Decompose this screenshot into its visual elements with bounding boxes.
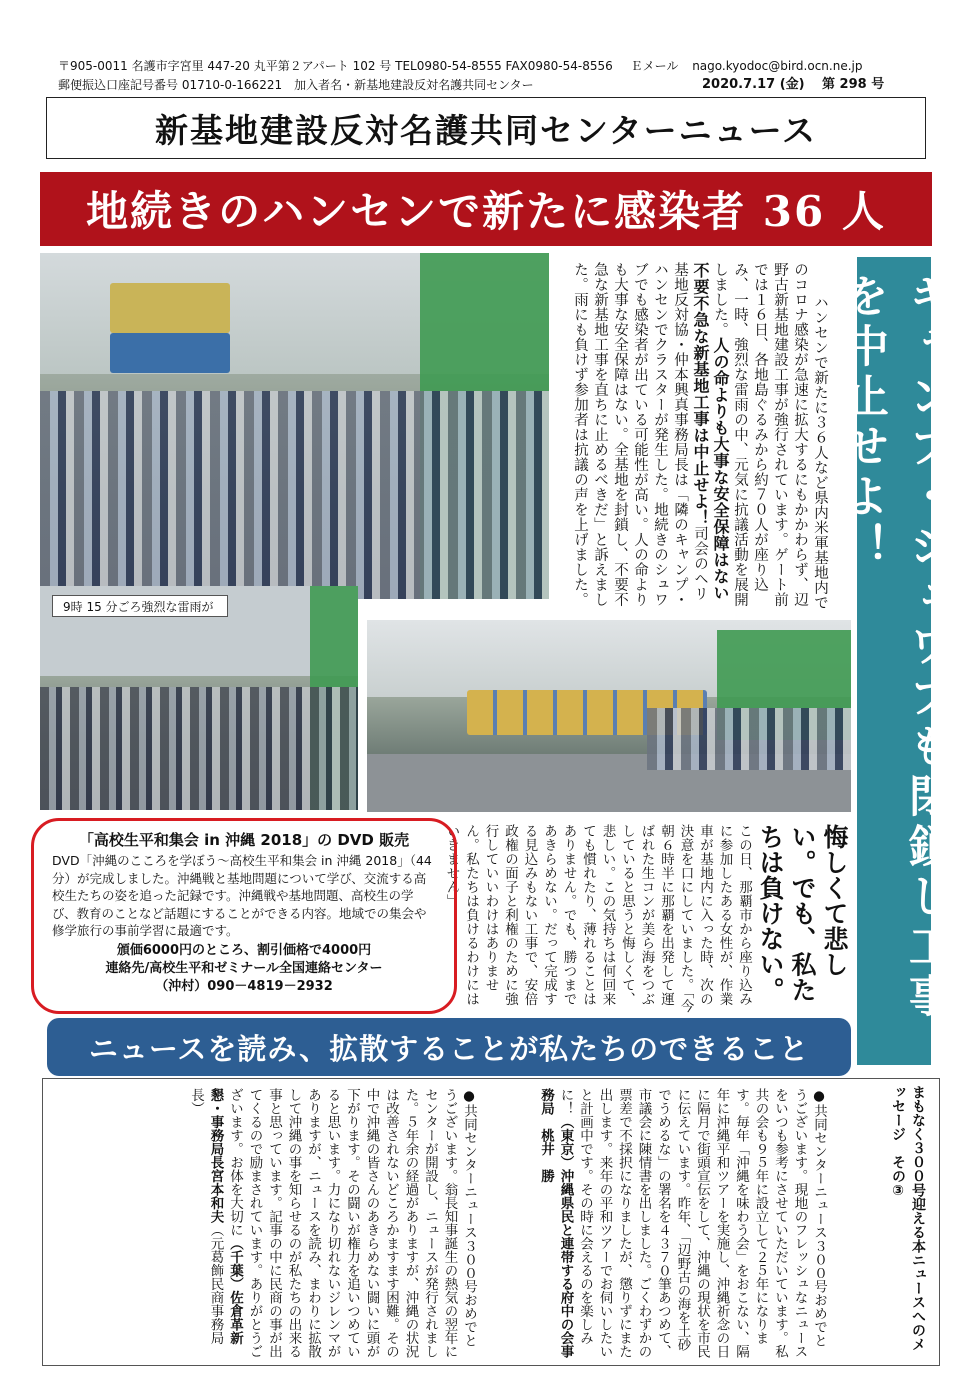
protest-photo-1 — [40, 253, 549, 599]
protest-photo-3 — [367, 620, 851, 812]
message-2-body: ●共同センターニュース３００号おめでとうございます。翁長知事誕生の熱気の翌年にセンターが開設し、ニュースが発行されました。５年余の経過がありますが、沖縄の状況は改善されないどころかますます困難。その中で沖縄の皆さんのあきらめない闘いに頭が下がります。その闘いが権力を追いつめていると思います。力になり切れないジレンマがありますが、ニュースを読み、まわりに拡散して沖縄の事を知らせるのが私たちの出来る事と思っています。記事の中に民商の事が出てくるので励まされています。ありがとうございます。お体を大切に — [227, 1088, 477, 1358]
masthead — [46, 97, 926, 159]
message-2 — [52, 1088, 478, 1360]
article2 — [443, 824, 850, 1014]
article2-body: この日、那覇市から座り込みに参加したある女性が、作業車が基地内に入った時、次の決意を口にしていました。「今朝６時半に那覇を出発して運ばれた生コンが美ら海をつぶしていると思うと悔しくて、悲しい。この気持ちは何回来ても慣れたり、薄れることはありません。でも、勝つまであきらめない。だって完成する見込みもない工事で、安倍政権の面子と利権のために強行していいわけはありません。私たちは負けるわけにはいきません」 — [443, 824, 752, 1014]
protest-photo-2 — [40, 586, 358, 810]
dvd-price: 頒価6000円のところ、割引価格で4000円 — [116, 942, 372, 958]
headline-banner — [40, 172, 932, 246]
dvd-notice — [31, 818, 457, 1014]
issue-date: 2020.7.17 (金) — [702, 77, 805, 92]
slogan-text: ニュースを読み、拡散することが私たちのできること — [88, 1031, 810, 1066]
article1-col2: 司会のヘリ基地反対協・仲本興真事務局長は「隣のキャンプ・ハンセンでクラスターが発生した。地続きのシュワブでも感染者が出ている可能性が高い。人の命よりも大事な安全保障はない。全基地を封鎖し、不要不急な新基地工事を直ちに止めるべきだ」と訴えました。雨にも負けず参加者は抗議の声を上げました。 — [572, 262, 708, 607]
dvd-title: 「高校生平和集会 in 沖縄 2018」の DVD 販売 — [78, 831, 410, 849]
message-2-note: （元葛飾民商事務局長） — [188, 1088, 224, 1345]
message-1-org: （東京）沖縄県民と連帯する府中の会 — [557, 1115, 574, 1345]
address-text: 〒905-0011 名護市字宮里 447-20 丸平第２アパート 102 号 TEL0980-54-8555 FAX0980-54-8556 — [58, 59, 613, 73]
message-2-org: （千葉）佐倉革新懇・事務局長 — [207, 1088, 243, 1345]
article2-subhead: 悔しくて悲しい。でも、私たちは負けない。 — [756, 824, 849, 1003]
slogan-banner — [47, 1018, 851, 1076]
messages-intro: まもなく３００号迎える本ニュースへのメッセージ その③ — [890, 1085, 926, 1351]
address-line — [58, 58, 862, 74]
side-title: キャンプ・シュワブも閉鎖し工事を中止せよ！ — [837, 273, 952, 1023]
headline-text: 地続きのハンセンで新たに感染者 36 人 — [43, 173, 929, 245]
message-1-body: ●共同センターニュース３００号おめでとうございます。現地のフレッシュなニュースをいつも参考にさせていただいています。私共の会も９５年に設立して２５年になります。毎年「沖縄を味わう会」をおこない、隔年に沖縄平和ツアーを実施し、沖縄祈念の日に隔月で街頭宣伝をして、沖縄の現状を市民に伝えています。昨年、「辺野古の海を土砂でうめるな」の署名を４３７０筆あつめて、市議会に陳情書を出しました。ごくわずかの票差で不採択になりましたが、懲りずにまた出します。来年の平和ツアーでお伺いしたいと計画中です。その時に会えるのを楽しみに！ — [557, 1088, 827, 1358]
dvd-contact-org: 連絡先/高校生平和ゼミナール全国連絡センター — [105, 960, 383, 976]
email-label: Ｅメール — [630, 59, 679, 73]
message-1-name: 事務局 桃井 勝 — [538, 1088, 574, 1358]
message-2-name: 宮本和夫 — [207, 1169, 224, 1223]
article1-col1: ハンセンで新たに３６人など県内米軍基地内でのコロナ感染が急速に拡大するにもかかわらず、辺野古新基地建設工事が強行されています。ゲート前では１６日、各地島ぐるみから約７０人が座り込み、一時、強烈な雷雨の中、元気に抗議活動を展開しました。 — [712, 262, 828, 610]
side-title-box — [837, 257, 952, 1065]
photo-caption: 9時 15 分ごろ強烈な雷雨が — [52, 595, 228, 617]
article1 — [560, 262, 850, 618]
postal-line: 郵便振込口座記号番号 01710-0-166221 加入者名・新基地建設反対名護共同センター — [58, 78, 534, 92]
newsletter-title: 新基地建設反対名護共同センターニュース — [154, 110, 818, 150]
message-1 — [488, 1088, 828, 1360]
email-link[interactable]: nago.kyodoc@bird.ocn.ne.jp — [692, 59, 863, 73]
dvd-body: DVD「沖縄のこころを学ぼう～高校生平和集会 in 沖縄 2018」（44 分）が完成しました。沖縄戦と基地問題について学び、交流する高校生たちの姿を追った記録です。沖縄戦や基地問題、高校生の学び、教育のことなど話題にすることができる内容。地域での集会や修学旅行の事前学習に最適です。 — [52, 853, 432, 938]
issue-number: 第 298 号 — [822, 77, 885, 92]
dvd-contact-phone: （沖村）090－4819－2932 — [155, 978, 333, 994]
article1-subhead: 人の命よりも大事な安全保障はない 不要不急な新基地工事は中止せよ！ — [691, 262, 730, 618]
